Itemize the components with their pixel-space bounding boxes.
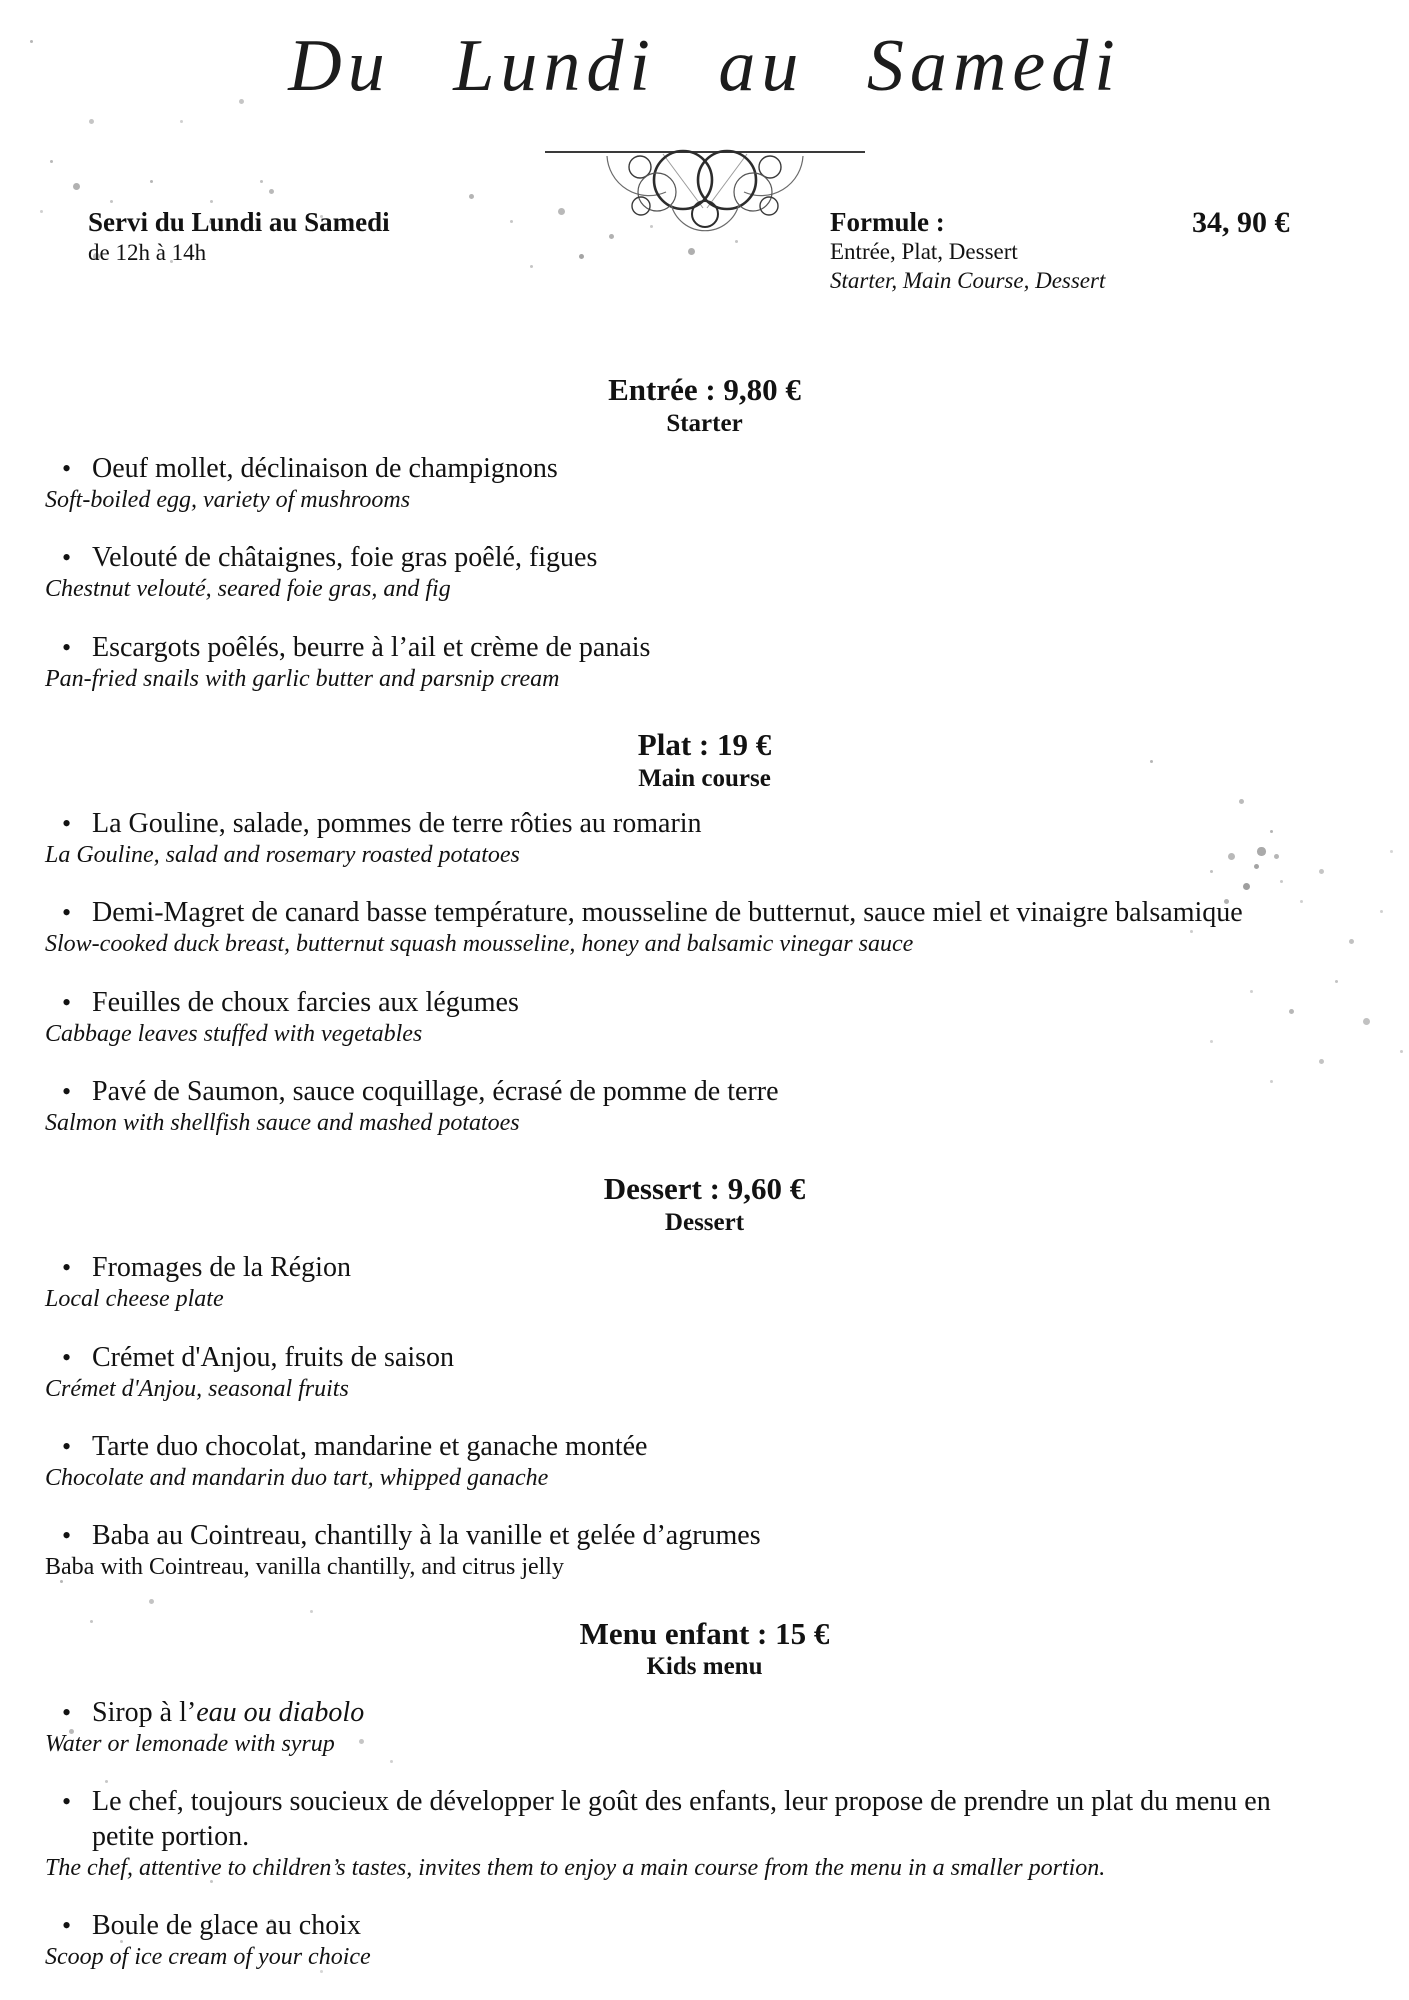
menu-item-text-fr: Boule de glace au choix (92, 1910, 362, 1942)
menu-item (45, 1074, 1364, 1137)
menu-item-text-fr: Sirop à l’eau ou diabolo (92, 1696, 365, 1728)
section-subheading: Starter (666, 409, 743, 437)
menu-item-translation-en: Local cheese plate (45, 1286, 224, 1313)
section-subheading: Dessert (664, 1208, 745, 1236)
section-heading: Plat : 19 € (637, 726, 772, 762)
formule-price: 34, 90 € (1192, 206, 1290, 239)
menu-item-translation-en: Cabbage leaves stuffed with vegetables (45, 1020, 423, 1047)
menu-item-text-fr: Pavé de Saumon, sauce coquillage, écrasé de pomme de terre (92, 1075, 779, 1107)
menu-item-translation-en: Chocolate and mandarin duo tart, whipped ganache (45, 1464, 549, 1491)
menu-item (45, 540, 1364, 603)
menu-item-fr-line (45, 1429, 1364, 1464)
menu-item-fr-line (45, 1074, 1364, 1109)
menu-item (45, 630, 1364, 693)
formule-label: Formule : (830, 207, 945, 237)
menu-item (45, 985, 1364, 1048)
bullet-dot-icon: • (62, 1697, 72, 1727)
menu-item-fr-line (45, 1518, 1364, 1553)
menu-item-fr-line (45, 540, 1364, 575)
menu-item-translation-en: The chef, attentive to children’s tastes, invites them to enjoy a main course from the menu in a smaller portion. (45, 1854, 1106, 1881)
flourish-divider-icon (540, 146, 870, 243)
menu-item-translation-en: Baba with Cointreau, vanilla chantilly, and citrus jelly (45, 1554, 564, 1581)
bullet-dot-icon: • (62, 808, 72, 838)
menu-item-text-fr: Feuilles de choux farcies aux légumes (92, 986, 519, 1018)
page-title: Du Lundi au Samedi (288, 25, 1121, 107)
menu-item-translation-en: Chestnut velouté, seared foie gras, and fig (45, 576, 451, 603)
menu-item-fr-line (45, 985, 1364, 1020)
section-subheading: Main course (638, 764, 771, 792)
section-items (45, 806, 1364, 1137)
menu-section (45, 1616, 1364, 1972)
menu-item-text-fr: Demi-Magret de canard basse température, mousseline de butternut, sauce miel et vinaigre balsamique (92, 897, 1243, 929)
menu-item (45, 451, 1364, 514)
bullet-dot-icon: • (62, 1431, 72, 1461)
menu-section (45, 727, 1364, 1137)
menu-item (45, 1784, 1364, 1882)
menu-item-text-fr: Crémet d'Anjou, fruits de saison (92, 1341, 454, 1373)
section-items (45, 1695, 1364, 1972)
formule-courses-en: Starter, Main Course, Dessert (830, 268, 1106, 294)
menu-item-translation-en: Crémet d'Anjou, seasonal fruits (45, 1375, 349, 1402)
section-items (45, 1250, 1364, 1581)
menu-item (45, 1695, 1364, 1758)
menu-item-translation-en: Soft-boiled egg, variety of mushrooms (45, 486, 411, 513)
bullet-dot-icon: • (62, 1076, 72, 1106)
menu-item-fr-line (45, 1340, 1364, 1375)
bullet-dot-icon: • (62, 1342, 72, 1372)
menu-section (45, 372, 1364, 693)
menu-item (45, 1250, 1364, 1313)
menu-item-fr-line (45, 1784, 1364, 1854)
menu-item-translation-en: Slow-cooked duck breast, butternut squash mousseline, honey and balsamic vinegar sauce (45, 931, 914, 958)
menu-item-fr-line (45, 1908, 1364, 1943)
menu-item-text-fr: Tarte duo chocolat, mandarine et ganache montée (92, 1430, 648, 1462)
bullet-dot-icon: • (62, 453, 72, 483)
bullet-dot-icon: • (62, 898, 72, 928)
menu-item (45, 1429, 1364, 1492)
bullet-dot-icon: • (62, 632, 72, 662)
menu-item-text-fr: Escargots poêlés, beurre à l’ail et crème de panais (92, 631, 651, 663)
menu-item-translation-en: Salmon with shellfish sauce and mashed potatoes (45, 1109, 520, 1136)
formule-block (830, 206, 1105, 296)
menu-item-text-fr: Velouté de châtaignes, foie gras poêlé, figues (92, 542, 598, 574)
menu-item-fr-line (45, 451, 1364, 486)
menu-item-fr-line (45, 895, 1364, 930)
menu-item-text-fr: Baba au Cointreau, chantilly à la vanille et gelée d’agrumes (92, 1520, 761, 1552)
ink-speckles-header (150, 180, 153, 183)
menu-item (45, 806, 1364, 869)
menu-sections (45, 372, 1364, 1972)
menu-item (45, 1908, 1364, 1971)
bullet-dot-icon: • (62, 1521, 72, 1551)
bullet-dot-icon: • (62, 543, 72, 573)
menu-item-text-fr: Oeuf mollet, déclinaison de champignons (92, 452, 558, 484)
section-heading: Entrée : 9,80 € (608, 372, 801, 407)
section-heading: Menu enfant : 15 € (579, 1615, 830, 1651)
menu-item-fr-line (45, 1695, 1364, 1730)
menu-item-text-fr: Le chef, toujours soucieux de développer le goût des enfants, leur propose de prendre un plat du menu en petite portion. (92, 1785, 1271, 1852)
menu-item (45, 1518, 1364, 1581)
section-items (45, 451, 1364, 693)
served-days-label: Servi du Lundi au Samedi (88, 207, 390, 237)
bullet-dot-icon: • (62, 1253, 72, 1283)
section-heading: Dessert : 9,60 € (603, 1171, 806, 1207)
menu-item (45, 1340, 1364, 1403)
menu-item-fr-line (45, 630, 1364, 665)
service-hours-block (88, 206, 390, 268)
formule-courses-fr: Entrée, Plat, Dessert (830, 239, 1018, 265)
menu-section (45, 1171, 1364, 1581)
menu-item-fr-line (45, 1250, 1364, 1285)
bullet-dot-icon: • (62, 1786, 72, 1816)
menu-item-fr-line (45, 806, 1364, 841)
section-subheading: Kids menu (646, 1653, 763, 1681)
served-hours-label: de 12h à 14h (88, 240, 207, 266)
menu-item-translation-en: Water or lemonade with syrup (45, 1730, 335, 1757)
bullet-dot-icon: • (62, 987, 72, 1017)
bullet-dot-icon: • (62, 1911, 72, 1941)
menu-item-text-fr: Fromages de la Région (92, 1252, 351, 1284)
menu-item-translation-en: La Gouline, salad and rosemary roasted potatoes (45, 841, 520, 868)
menu-item-translation-en: Scoop of ice cream of your choice (45, 1944, 371, 1971)
menu-item-text-fr: La Gouline, salade, pommes de terre rôties au romarin (92, 807, 702, 839)
menu-item-translation-en: Pan-fried snails with garlic butter and parsnip cream (45, 665, 560, 692)
menu-item (45, 895, 1364, 958)
